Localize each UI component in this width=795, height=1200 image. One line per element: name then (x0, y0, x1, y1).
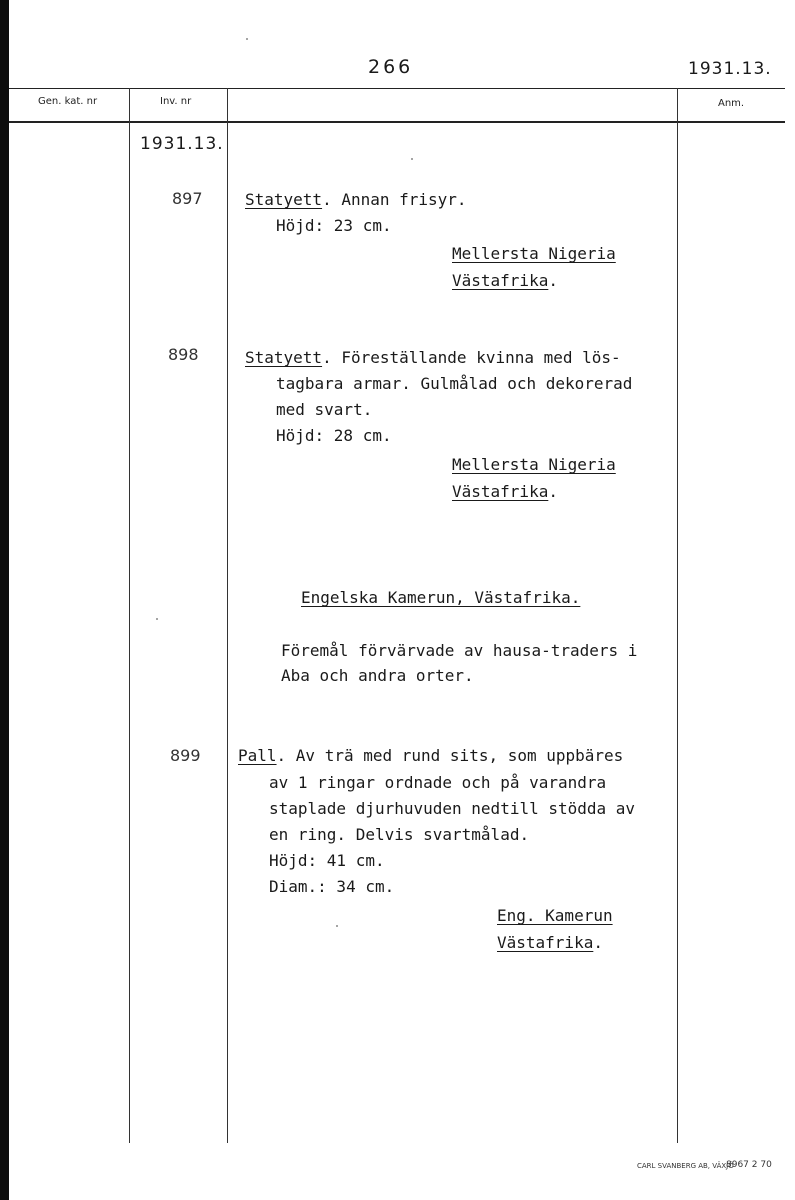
provenance-area: Västafrika. (452, 482, 558, 501)
provenance-area: Västafrika. (497, 933, 603, 952)
entry-line: av 1 ringar ordnade och på varandra (269, 773, 607, 792)
scan-speck (246, 38, 248, 40)
entry-line: Höjd: 28 cm. (276, 426, 392, 445)
entry-description: Statyett. Annan frisyr. (245, 190, 467, 209)
provenance-area: Västafrika. (452, 271, 558, 290)
page-number: 266 (368, 56, 414, 78)
entry-description: Pall. Av trä med rund sits, som uppbäres (238, 746, 624, 765)
column-header-inv-nr: Inv. nr (160, 96, 192, 107)
form-code: 8967 2 70 (726, 1160, 772, 1170)
page-reference: 1931.13. (688, 59, 772, 79)
section-text: Aba och andra orter. (281, 666, 474, 685)
entry-line: staplade djurhuvuden nedtill stödda av (269, 799, 636, 818)
section-heading: Engelska Kamerun, Västafrika. (301, 588, 581, 607)
binding-edge (0, 0, 9, 1200)
column-header-gen-kat-nr: Gen. kat. nr (38, 96, 98, 107)
scan-speck (411, 158, 413, 160)
object-title: Statyett (245, 348, 323, 367)
section-text: Föremål förvärvade av hausa-traders i (281, 641, 638, 660)
header-bottom-rule (9, 121, 785, 123)
column-divider-2 (227, 88, 228, 1143)
object-title: Statyett (245, 190, 323, 209)
provenance-region: Mellersta Nigeria (452, 244, 616, 263)
accession-group-label: 1931.13. (140, 134, 224, 154)
object-title: Pall (238, 746, 277, 765)
provenance-region: Eng. Kamerun (497, 906, 613, 925)
entry-line: tagbara armar. Gulmålad och dekorerad (276, 374, 633, 393)
entry-description: Statyett. Föreställande kvinna med lös- (245, 348, 621, 367)
column-divider-1 (129, 88, 130, 1143)
entry-line: en ring. Delvis svartmålad. (269, 825, 530, 844)
header-top-rule (9, 88, 785, 89)
scan-speck (336, 925, 338, 927)
scan-speck (156, 618, 158, 620)
entry-line: med svart. (276, 400, 373, 419)
entry-line: Diam.: 34 cm. (269, 877, 395, 896)
printer-imprint: CARL SVANBERG AB, VÄXJÖ (637, 1162, 734, 1170)
inventory-number: 898 (168, 345, 199, 364)
entry-line: Höjd: 23 cm. (276, 216, 392, 235)
column-divider-3 (677, 88, 678, 1143)
entry-line: Höjd: 41 cm. (269, 851, 385, 870)
inventory-number: 899 (170, 746, 201, 765)
column-header-anm: Anm. (718, 98, 745, 109)
provenance-region: Mellersta Nigeria (452, 455, 616, 474)
inventory-number: 897 (172, 189, 203, 208)
